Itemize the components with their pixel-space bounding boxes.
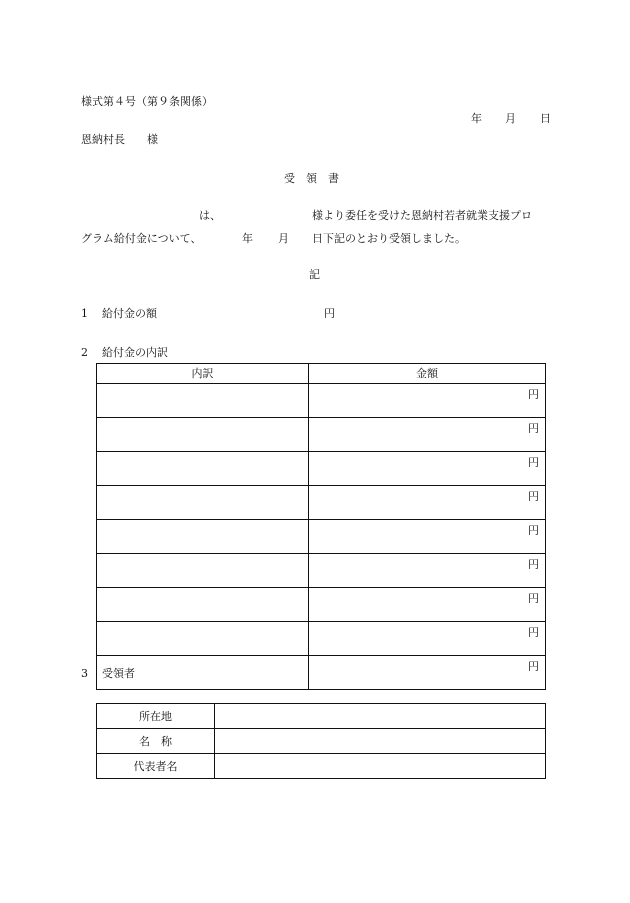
table-row xyxy=(97,520,546,554)
breakdown-amount-cell[interactable] xyxy=(309,656,546,690)
breakdown-item-cell[interactable] xyxy=(97,520,309,554)
body-line2-end: 日下記のとおり受領しました。 xyxy=(312,232,466,245)
breakdown-amount-cell[interactable] xyxy=(309,486,546,520)
yen-unit: 円 xyxy=(528,490,539,503)
address-field[interactable] xyxy=(215,704,546,729)
yen-unit: 円 xyxy=(528,592,539,605)
table-row xyxy=(97,754,546,779)
table-row xyxy=(97,486,546,520)
section2-number: 2 xyxy=(81,346,88,359)
breakdown-amount-cell[interactable] xyxy=(309,520,546,554)
body-line2-month: 月 xyxy=(278,232,289,245)
body-line2-year: 年 xyxy=(242,232,253,245)
yen-unit: 円 xyxy=(528,524,539,537)
table-row xyxy=(97,656,546,690)
body-line1-ha: は、 xyxy=(199,209,221,222)
breakdown-item-cell[interactable] xyxy=(97,588,309,622)
breakdown-header-amount: 金額 xyxy=(309,364,546,384)
address-label: 所在地 xyxy=(97,704,215,729)
representative-label: 代表者名 xyxy=(97,754,215,779)
ki-marker: 記 xyxy=(309,268,320,281)
section1-label: 給付金の額 xyxy=(102,307,157,320)
section3-number: 3 xyxy=(81,667,88,680)
yen-unit: 円 xyxy=(528,558,539,571)
breakdown-item-cell[interactable] xyxy=(97,554,309,588)
yen-unit: 円 xyxy=(528,456,539,469)
date-year-label: 年 xyxy=(471,112,482,125)
yen-unit: 円 xyxy=(528,388,539,401)
breakdown-amount-cell[interactable] xyxy=(309,588,546,622)
table-row xyxy=(97,704,546,729)
breakdown-item-cell[interactable] xyxy=(97,384,309,418)
section1-number: 1 xyxy=(81,307,88,320)
breakdown-item-cell[interactable] xyxy=(97,418,309,452)
section3-label: 受領者 xyxy=(102,667,135,680)
name-field[interactable] xyxy=(215,729,546,754)
section1-unit: 円 xyxy=(324,307,335,320)
section2-label: 給付金の内訳 xyxy=(102,346,168,359)
yen-unit: 円 xyxy=(528,626,539,639)
table-row xyxy=(97,418,546,452)
breakdown-item-cell[interactable] xyxy=(97,452,309,486)
date-month-label: 月 xyxy=(505,112,516,125)
yen-unit: 円 xyxy=(528,422,539,435)
breakdown-amount-cell[interactable] xyxy=(309,452,546,486)
breakdown-table xyxy=(96,363,546,690)
breakdown-amount-cell[interactable] xyxy=(309,418,546,452)
table-row xyxy=(97,588,546,622)
addressee: 恩納村長 様 xyxy=(81,133,158,146)
table-row xyxy=(97,554,546,588)
document-title: 受 領 書 xyxy=(284,172,339,185)
yen-unit: 円 xyxy=(528,660,539,673)
recipient-table xyxy=(96,703,546,779)
table-row xyxy=(97,384,546,418)
table-row xyxy=(97,622,546,656)
date-day-label: 日 xyxy=(540,112,551,125)
form-number: 様式第４号（第９条関係） xyxy=(81,95,213,108)
breakdown-amount-cell[interactable] xyxy=(309,554,546,588)
body-line1-rest: 様より委任を受けた恩納村若者就業支援プロ xyxy=(312,209,532,222)
body-line2-start: グラム給付金について、 xyxy=(81,232,202,245)
breakdown-amount-cell[interactable] xyxy=(309,384,546,418)
representative-field[interactable] xyxy=(215,754,546,779)
breakdown-amount-cell[interactable] xyxy=(309,622,546,656)
table-row xyxy=(97,452,546,486)
table-row xyxy=(97,729,546,754)
breakdown-header-row xyxy=(97,364,546,384)
name-label: 名 称 xyxy=(97,729,215,754)
breakdown-item-cell[interactable] xyxy=(97,486,309,520)
breakdown-header-item: 内訳 xyxy=(97,364,309,384)
breakdown-item-cell[interactable] xyxy=(97,622,309,656)
